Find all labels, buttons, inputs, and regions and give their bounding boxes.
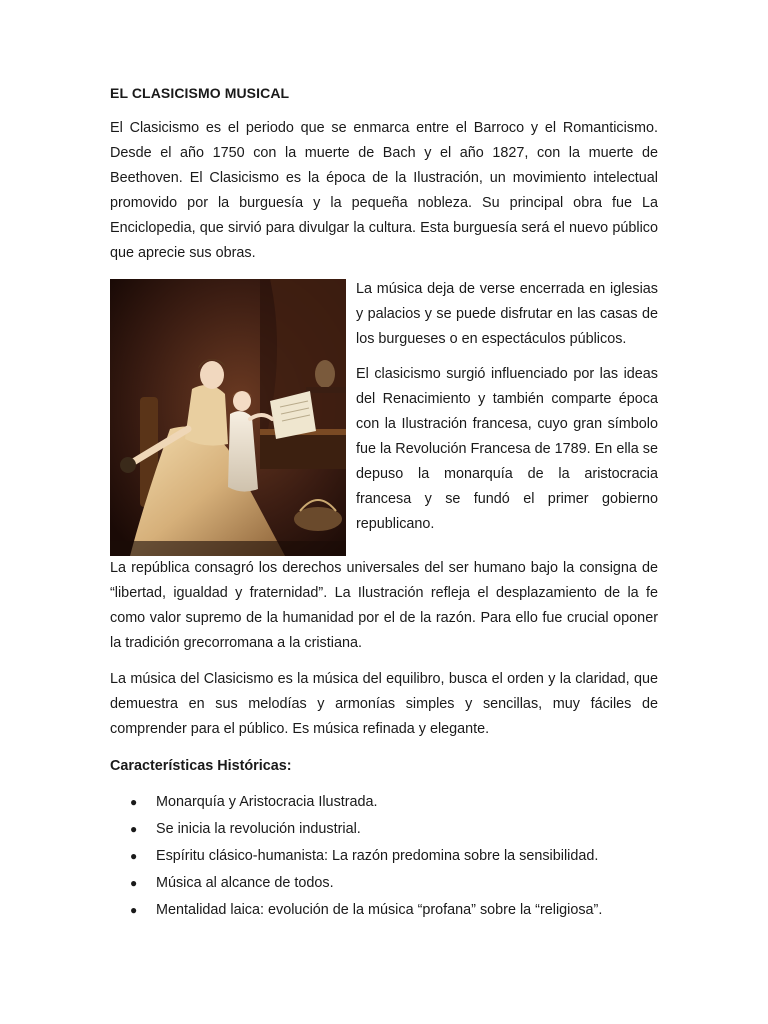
list-item-text: Mentalidad laica: evolución de la música “profana” sobre la “religiosa”. [156, 902, 603, 918]
document-page [110, 84, 658, 927]
bullet-icon: ● [130, 876, 138, 890]
document-title: EL CLASICISMO MUSICAL [110, 85, 290, 101]
image-text-block [110, 277, 658, 556]
body-paragraph: La república consagró los derechos universales del ser humano bajo la consigna de “libertad, igualdad y fraternidad”. La Ilustración refleja el desplazamiento de la fe como valor supremo de la humanidad por el de la razón. Para ello fue crucial oponer la tradición grecorromana a la cristiana. [110, 560, 658, 651]
list-item [110, 900, 658, 920]
side-text-column [356, 277, 658, 547]
list-item-text: Espíritu clásico-humanista: La razón predomina sobre la sensibilidad. [156, 848, 599, 864]
list-item [110, 819, 658, 839]
list-item [110, 846, 658, 866]
bullet-icon: ● [130, 903, 138, 917]
section-heading: Características Históricas: [110, 758, 292, 774]
list-item-text: Música al alcance de todos. [156, 875, 334, 891]
bullet-icon: ● [130, 795, 138, 809]
list-item [110, 792, 658, 812]
side-paragraph: La música deja de verse encerrada en iglesias y palacios y se puede disfrutar en las casas de los burgueses o en espectáculos públicos. [356, 281, 658, 347]
body-paragraph: La música del Clasicismo es la música del equilibro, busca el orden y la claridad, que demuestra en sus melodías y armonías simples y sencillas, muy fáciles de comprender para el público. Es música refinada y elegante. [110, 671, 658, 737]
list-item-text: Se inicia la revolución industrial. [156, 821, 361, 837]
bullet-icon: ● [130, 822, 138, 836]
list-item [110, 873, 658, 893]
list-item-text: Monarquía y Aristocracia Ilustrada. [156, 794, 378, 810]
intro-paragraph: El Clasicismo es el periodo que se enmarca entre el Barroco y el Romanticismo. Desde el año 1750 con la muerte de Bach y el año 1827, con la muerte de Beethoven. El Clasicismo es la época de la Ilustración, un movimiento intelectual promovido por la burguesía y la pequeña nobleza. Su principal obra fue La Enciclopedia, que sirvió para divulgar la cultura. Esta burguesía será el nuevo público que aprecie sus obras. [110, 120, 658, 261]
side-paragraph: El clasicismo surgió influenciado por las ideas del Renacimiento y también comparte época con la Ilustración francesa, cuyo gran símbolo fue la Revolución Francesa de 1789. En ella se depuso la monarquía de la aristocracia francesa y se fundó el primer gobierno republicano. [356, 366, 658, 532]
painting-image [110, 279, 346, 556]
bullet-icon: ● [130, 849, 138, 863]
bullet-list [110, 792, 658, 920]
